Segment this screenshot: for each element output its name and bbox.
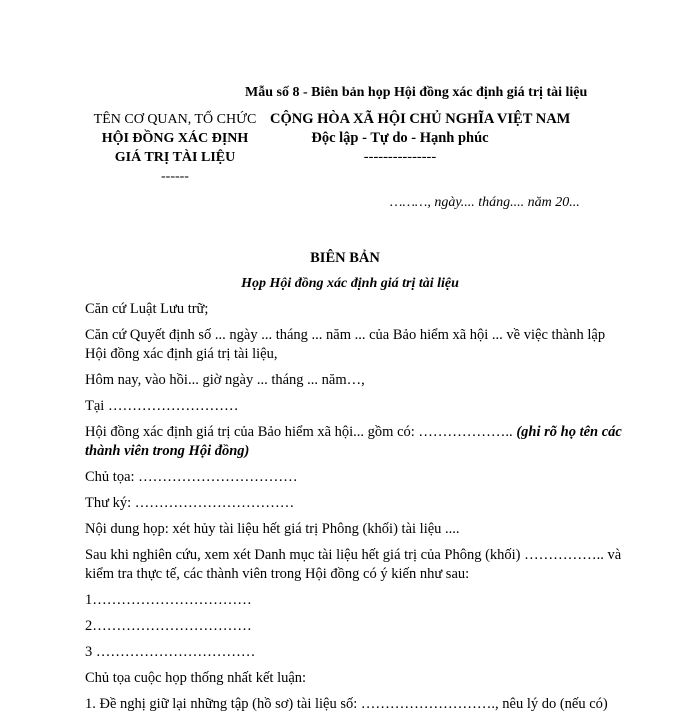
council-members-text: Hội đồng xác định giá trị của Bảo hiểm xã hội... gồm có: ……………….. <box>85 424 517 440</box>
council-name-line2: GIÁ TRỊ TÀI LIỆU <box>114 150 236 165</box>
council-name-line1: HỘI ĐỒNG XÁC ĐỊNH <box>101 131 249 146</box>
date-line: ………, ngày.... tháng.... năm 20... <box>390 195 580 210</box>
chairperson: Chủ tọa: …………………………… <box>85 469 298 485</box>
council-members-note: (ghi rõ họ tên các thành viên trong Hội đồng) <box>85 424 622 459</box>
national-motto: Độc lập - Tự do - Hạnh phúc <box>311 130 489 146</box>
conclusion-heading: Chủ tọa cuộc họp thống nhất kết luận: <box>85 670 307 686</box>
conclusion-item-1: 1. Đề nghị giữ lại những tập (hồ sơ) tài liệu số: ………………………., nêu lý do (nếu có) <box>85 696 608 712</box>
council-members <box>85 423 625 461</box>
document-body <box>85 300 625 721</box>
organization-block <box>90 110 260 186</box>
meeting-time: Hôm nay, vào hồi... giờ ngày ... tháng ... năm…, <box>85 372 365 388</box>
basis-law: Căn cứ Luật Lưu trữ; <box>85 301 209 317</box>
secretary: Thư ký: …………………………… <box>85 495 295 511</box>
form-number: Mẫu số 8 - Biên bản họp Hội đồng xác định giá trị tài liệu <box>245 85 588 100</box>
basis-decision: Căn cứ Quyết định số ... ngày ... tháng ... năm ... của Bảo hiểm xã hội ... về việc thành lập Hội đồng xác định giá trị tài liệu, <box>85 327 606 362</box>
document-title: BIÊN BẢN <box>310 250 380 266</box>
meeting-place: Tại ……………………… <box>85 398 239 414</box>
opinion-3: 3 …………………………… <box>85 644 256 660</box>
nation-rule: --------------- <box>363 149 437 165</box>
organization-rule: ------ <box>161 169 189 184</box>
organization-name: TÊN CƠ QUAN, TỔ CHỨC <box>93 112 257 127</box>
opinion-1: 1…………………………… <box>85 592 252 608</box>
document-subtitle: Họp Hội đồng xác định giá trị tài liệu <box>241 276 459 291</box>
opinion-2: 2…………………………… <box>85 618 252 634</box>
meeting-content: Nội dung họp: xét hủy tài liệu hết giá trị Phông (khối) tài liệu .... <box>85 521 460 537</box>
nation-name: CỘNG HÒA XÃ HỘI CHỦ NGHĨA VIỆT NAM <box>270 111 571 127</box>
national-header-block <box>270 110 571 167</box>
review-summary: Sau khi nghiên cứu, xem xét Danh mục tài liệu hết giá trị của Phông (khối) …………….. và kiểm tra thực tế, các thành viên trong Hội đồng có ý kiến như sau: <box>85 547 622 582</box>
